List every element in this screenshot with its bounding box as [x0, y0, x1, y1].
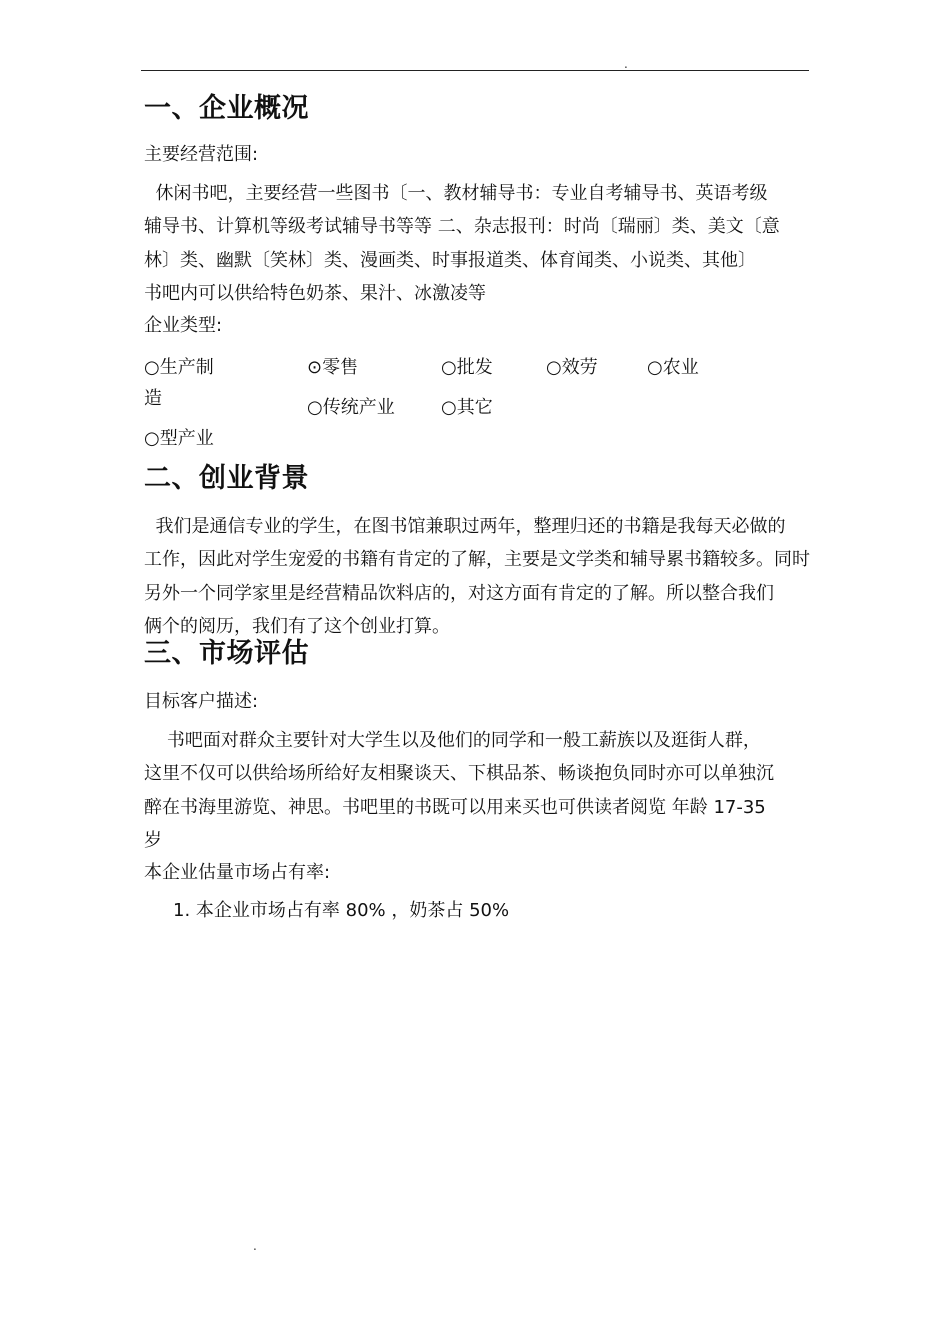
- target-line: 醉在书海里游览、神思。书吧里的书既可以用来买也可供读者阅览 年龄 17-35: [144, 796, 766, 818]
- background-line: 工作，因此对学生宠爱的书籍有肯定的了解，主要是文学类和辅导累书籍较多。同时: [144, 549, 810, 571]
- scope-line: 休闲书吧，主要经营一些图书〔一、教材辅导书：专业自考辅导书、英语考级: [144, 183, 768, 204]
- background-paragraph: [144, 510, 816, 643]
- share-label: 本企业估量市场占有率:: [144, 862, 331, 883]
- option-traditional: ○传统产业: [307, 397, 395, 418]
- footer-dot: .: [253, 1239, 257, 1253]
- option-other: ○其它: [441, 397, 493, 418]
- option-agriculture: ○农业: [647, 357, 699, 378]
- scope-line: 书吧内可以供给特色奶茶、果汁、冰激凌等: [144, 282, 486, 304]
- scope-line: 林〕类、幽默〔笑林〕类、漫画类、时事报道类、体育闻类、小说类、其他〕: [144, 249, 756, 271]
- list-item: 1. 本企业市场占有率 80% ，奶茶占 50%: [173, 900, 510, 921]
- header-rule: [141, 70, 809, 71]
- target-line: 岁: [144, 829, 162, 851]
- option-manufacturing: ○生产制: [144, 357, 214, 378]
- option-manufacturing-cont: 造: [144, 388, 162, 409]
- target-paragraph: [144, 724, 816, 857]
- scope-line: 辅导书、计算机等级考试辅导书等等 二、杂志报刊：时尚〔瑞丽〕类、美文〔意: [144, 216, 780, 238]
- target-line: 书吧面对群众主要针对大学生以及他们的同学和一般工薪族以及逛街人群，: [144, 730, 761, 751]
- option-type-industry: ○型产业: [144, 428, 214, 449]
- background-line: 另外一个同学家里是经营精品饮料店的，对这方面有肯定的了解。所以整合我们: [144, 582, 774, 604]
- type-label: 企业类型:: [144, 315, 223, 336]
- background-line: 我们是通信专业的学生，在图书馆兼职过两年，整理归还的书籍是我每天必做的: [144, 516, 786, 537]
- section3-heading: 三、市场评估: [144, 638, 309, 669]
- background-line: 俩个的阅历，我们有了这个创业打算。: [144, 615, 450, 637]
- scope-label: 主要经营范围:: [144, 144, 259, 165]
- scope-paragraph: [144, 177, 816, 310]
- section1-heading: 一、企业概况: [144, 93, 309, 124]
- target-line: 这里不仅可以供给场所给好友相聚谈天、下棋品茶、畅谈抱负同时亦可以单独沉: [144, 763, 774, 785]
- option-service: ○效劳: [546, 357, 598, 378]
- header-dot: .: [624, 57, 628, 71]
- option-wholesale: ○批发: [441, 357, 493, 378]
- section2-heading: 二、创业背景: [144, 463, 309, 494]
- option-retail: ⊙零售: [307, 357, 359, 378]
- target-label: 目标客户描述:: [144, 691, 259, 712]
